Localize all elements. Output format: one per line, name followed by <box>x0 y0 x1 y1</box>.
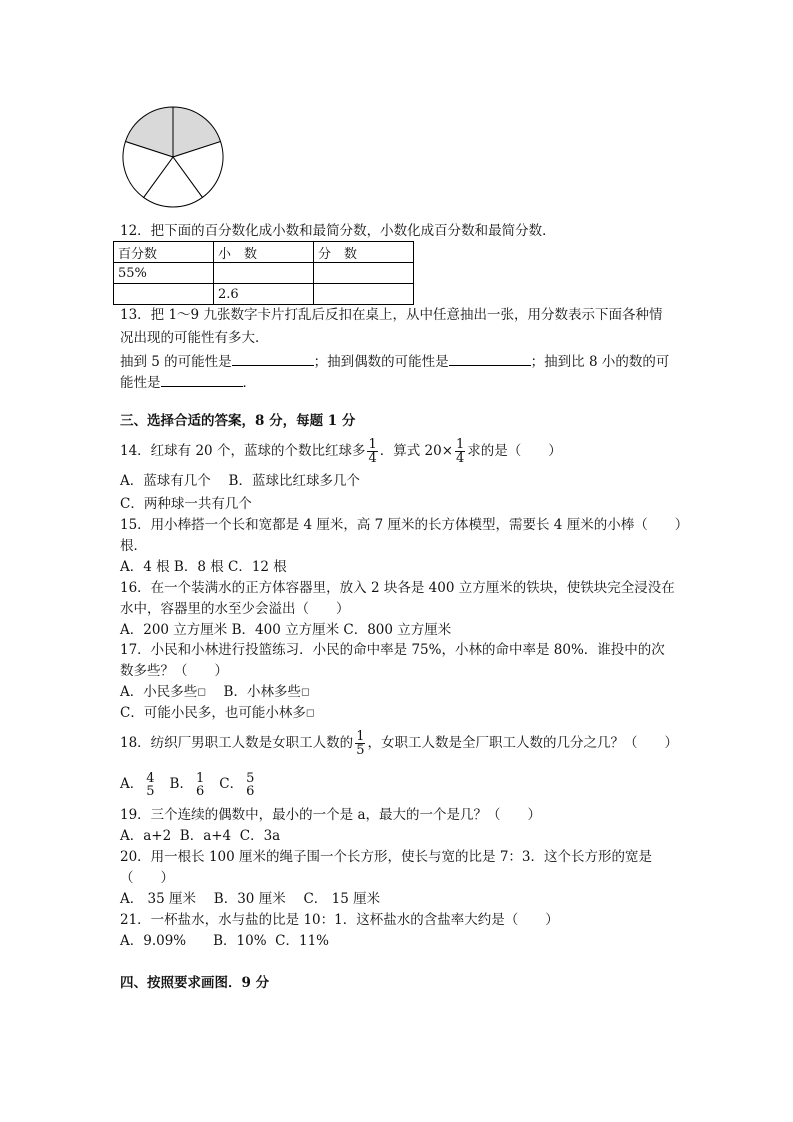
table-cell[interactable]: 55% <box>114 263 214 284</box>
q13-text-b: ；抽到偶数的可能性是 <box>313 354 449 370</box>
fraction <box>455 438 465 465</box>
q18-option-b: B． <box>169 776 193 792</box>
table-cell[interactable] <box>314 263 414 284</box>
header-fraction: 分 数 <box>314 242 414 263</box>
q13-text-c: ；抽到比 8 小的数的可 <box>530 354 670 370</box>
q16-line2: 水中，容器里的水至少会溢出（ ） <box>120 601 350 617</box>
pie-figure <box>120 106 226 208</box>
denominator: 5 <box>356 743 365 758</box>
table-row <box>114 284 414 305</box>
numerator: 4 <box>146 770 155 786</box>
q15-options: A．4 根 B．8 根 C．12 根 <box>120 559 287 575</box>
q15-line2: 根． <box>120 538 147 554</box>
q17-line2: 数多些？（ ） <box>120 663 228 679</box>
table-cell[interactable] <box>314 284 414 305</box>
q18-text-a: 18．纺织厂男职工人数是女职工人数的 <box>120 735 354 751</box>
table-cell[interactable] <box>214 263 314 284</box>
numerator: 1 <box>356 729 365 744</box>
q17-option-c: C．可能小民多，也可能小林多 <box>120 705 306 721</box>
q15-line1: 15．用小棒搭一个长和宽都是 4 厘米，高 7 厘米的长方体模型，需要长 4 厘米的小棒（ ） <box>120 517 689 533</box>
q18-option-c: C． <box>219 776 244 792</box>
box-glyph: □ <box>305 708 315 719</box>
q17-option-b: B．小林多些 <box>205 684 301 700</box>
q18-option-a: A． <box>120 776 144 792</box>
table-cell[interactable]: 2.6 <box>214 284 314 305</box>
numerator: 1 <box>195 770 205 786</box>
q17-line1: 17．小民和小林进行投篮练习．小民的命中率是 75%，小林的命中率是 80%．谁投中的次 <box>120 642 665 658</box>
denominator: 6 <box>195 783 205 799</box>
q17-option-a: A．小民多些 <box>120 684 198 700</box>
q17-options-2 <box>120 704 314 723</box>
q20-line1: 20．用一根长 100 厘米的绳子围一个长方形，使长与宽的比是 7：3．这个长方形的宽是 <box>120 849 652 865</box>
q14-text-a: 14．红球有 20 个，蓝球的个数比红球多 <box>120 443 366 459</box>
header-decimal: 小 数 <box>214 242 314 263</box>
q16-line1: 16．在一个装满水的正方体容器里，放入 2 块各是 400 立方厘米的铁块，使铁块完全浸没在 <box>120 580 675 596</box>
box-glyph: □ <box>197 687 206 698</box>
q14-text-b: ．算式 20× <box>379 443 454 459</box>
numerator: 5 <box>246 770 255 786</box>
q18-text-b: ，女职工人数是全厂职工人数的几分之几？（ ） <box>367 735 678 751</box>
q13-line3 <box>120 351 669 371</box>
answer-blank[interactable] <box>161 372 243 387</box>
q19-line1: 19．三个连续的偶数中，最小的一个是 a，最大的一个是几？（ ） <box>120 807 542 823</box>
answer-blank[interactable] <box>449 351 531 366</box>
fraction <box>195 772 205 798</box>
section-4-heading: 四、按照要求画图．9 分 <box>120 975 270 991</box>
q21-line1: 21．一杯盐水，水与盐的比是 10：1．这杯盐水的含盐率大约是（ ） <box>120 912 559 928</box>
denominator: 6 <box>246 783 255 799</box>
q18-options <box>120 768 257 800</box>
box-glyph: □ <box>300 687 310 698</box>
q20-options: A． 35 厘米 B．30 厘米 C． 15 厘米 <box>120 891 381 907</box>
q16-options: A．200 立方厘米 B．400 立方厘米 C．800 立方厘米 <box>120 622 452 638</box>
q21-options: A．9.09% B．10% C．11% <box>120 933 329 949</box>
q14-text-c: 求的是（ ） <box>467 443 562 459</box>
q13-text-d: 能性是 <box>120 375 161 391</box>
table-row <box>114 263 414 284</box>
fraction <box>367 438 377 465</box>
denominator: 4 <box>456 451 465 466</box>
denominator: 4 <box>368 451 377 466</box>
header-percent: 百分数 <box>114 242 214 263</box>
q14-stem <box>120 436 562 466</box>
q19-options: A．a+2 B．a+4 C．3a <box>120 828 281 844</box>
section-3-heading: 三、选择合适的答案，8 分，每题 1 分 <box>120 413 356 429</box>
q13-text-e: ． <box>242 375 256 391</box>
q18-stem <box>120 727 678 759</box>
q13-line4 <box>120 372 256 392</box>
answer-blank[interactable] <box>232 351 314 366</box>
q14-options-1: A．蓝球有几个 B．蓝球比红球多几个 <box>120 473 360 489</box>
q13-line2: 况出现的可能性有多大． <box>120 330 269 346</box>
q20-line2: （ ） <box>120 870 174 886</box>
numerator: 1 <box>456 437 465 452</box>
conversion-table <box>113 241 414 305</box>
fraction <box>245 772 255 798</box>
fraction <box>145 772 155 798</box>
numerator: 1 <box>368 437 377 452</box>
fraction <box>355 730 365 757</box>
q13-text-a: 抽到 5 的可能性是 <box>120 354 232 370</box>
denominator: 5 <box>146 783 155 799</box>
q14-options-2: C．两种球一共有几个 <box>120 496 252 512</box>
q13-line1: 13．把 1～9 九张数字卡片打乱后反扣在桌上，从中任意抽出一张，用分数表示下面各种情 <box>120 307 663 323</box>
table-header-row <box>114 242 414 263</box>
table-cell[interactable] <box>114 284 214 305</box>
q17-options-1 <box>120 683 310 702</box>
q12-text: 12．把下面的百分数化成小数和最简分数，小数化成百分数和最简分数． <box>120 223 556 239</box>
